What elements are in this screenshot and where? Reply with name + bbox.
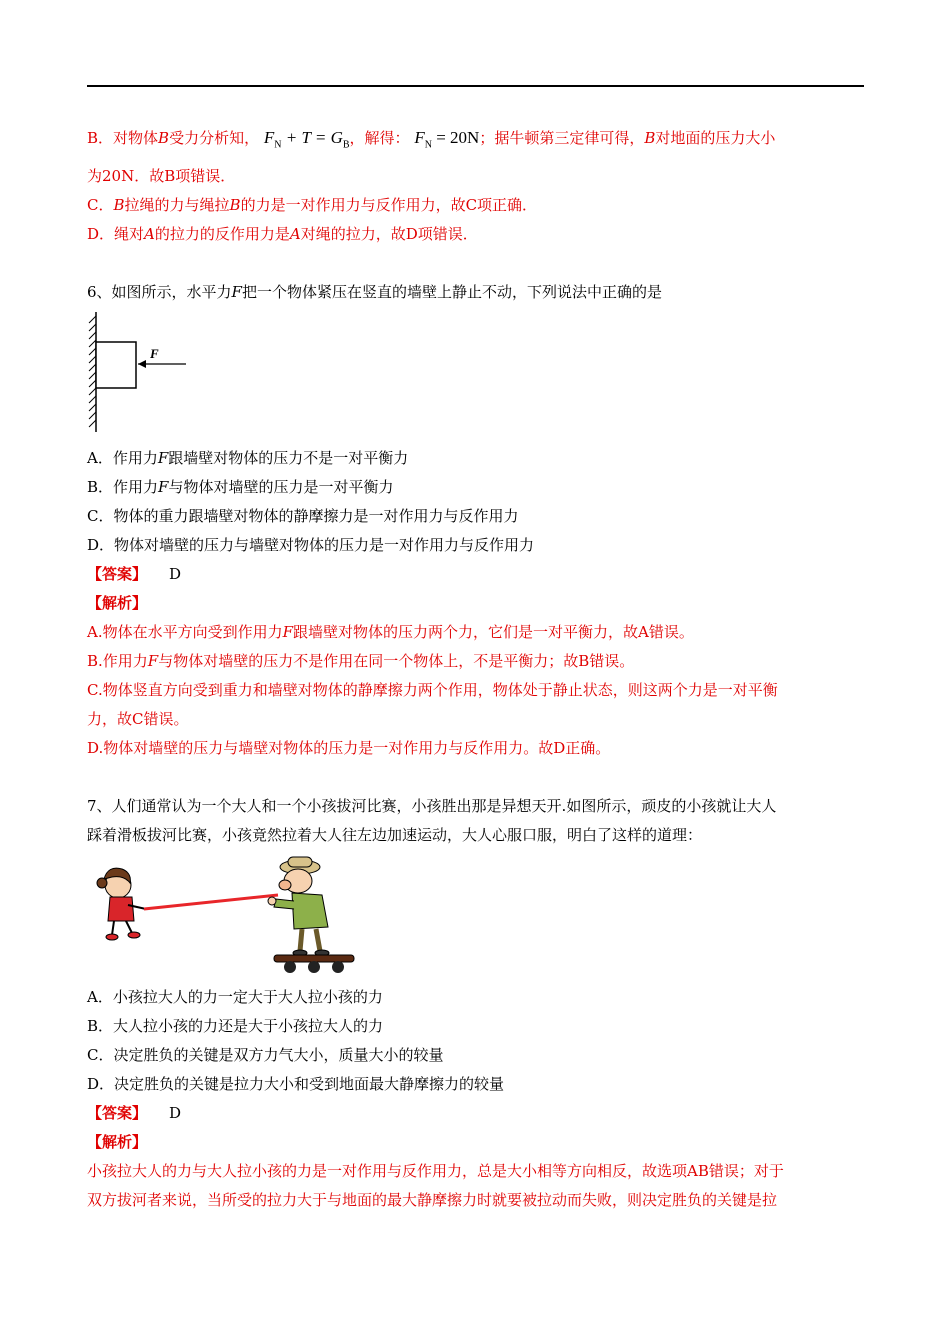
rope bbox=[144, 895, 278, 909]
q6-stem: 6、如图所示，水平力F把一个物体紧压在竖直的墙壁上静止不动，下列说法中正确的是 bbox=[87, 283, 662, 301]
skateboard bbox=[274, 955, 354, 973]
q7-analysis-line1: 小孩拉大人的力与大人拉小孩的力是一对作用与反作用力，总是大小相等方向相反，故选项AB错误；对于 bbox=[87, 1162, 784, 1180]
q7-analysis-label: 【解析】 bbox=[87, 1133, 148, 1151]
q6-analysis-c1: C.物体竖直方向受到重力和墙壁对物体的静摩擦力两个作用，物体处于静止状态，则这两个力是一对平衡 bbox=[87, 681, 778, 699]
wall-block-figure bbox=[88, 312, 193, 437]
prev-solution-d: D．绳对A的拉力的反作用力是A对绳的拉力，故D项错误． bbox=[87, 225, 478, 243]
q6-analysis-c2: 力，故C错误。 bbox=[87, 710, 189, 728]
q7-analysis-line2: 双方拔河者来说，当所受的拉力大于与地面的最大静摩擦力时就要被拉动而失败，则决定胜负的关键是拉 bbox=[87, 1191, 778, 1209]
q7-option-d: D．决定胜负的关键是拉力大小和受到地面最大静摩擦力的较量 bbox=[87, 1075, 505, 1093]
prev-solution-c: C．B拉绳的力与绳拉B的力是一对作用力与反作用力，故C项正确． bbox=[87, 196, 538, 214]
q7-option-b: B．大人拉小孩的力还是大于小孩拉大人的力 bbox=[87, 1017, 384, 1035]
q6-analysis-label: 【解析】 bbox=[87, 594, 148, 612]
q6-answer: 【答案】 D bbox=[87, 565, 182, 583]
adult-figure bbox=[268, 857, 329, 956]
equation-result-rendered: $F_N = 20N$ bbox=[414, 128, 480, 151]
header-rule bbox=[87, 85, 864, 87]
q6-analysis-a: A.物体在水平方向受到作用力F跟墙壁对物体的压力两个力，它们是一对平衡力，故A错误。 bbox=[87, 623, 694, 641]
tug-of-war-figure bbox=[88, 855, 368, 980]
block-shape bbox=[96, 342, 136, 388]
q7-stem-line2: 踩着滑板拔河比赛，小孩竟然拉着大人往左边加速运动，大人心服口服，明白了这样的道理： bbox=[87, 826, 703, 844]
q6-option-a: A．作用力F跟墙壁对物体的压力不是一对平衡力 bbox=[87, 449, 409, 467]
q6-analysis-d: D.物体对墙壁的压力与墙壁对物体的压力是一对作用力与反作用力。故D正确。 bbox=[87, 739, 611, 757]
child-figure bbox=[97, 868, 146, 940]
q7-option-a: A．小孩拉大人的力一定大于大人拉小孩的力 bbox=[87, 988, 383, 1006]
q6-analysis-b: B.作用力F与物体对墙壁的压力不是作用在同一个物体上，不是平衡力；故B错误。 bbox=[87, 652, 635, 670]
q7-stem-line1: 7、人们通常认为一个大人和一个小孩拔河比赛，小孩胜出那是异想天开.如图所示，顽皮的小孩就让大人 bbox=[87, 797, 777, 815]
equation-sum-forces-rendered: $F_N + T = G_B$ bbox=[263, 128, 350, 151]
force-label: F bbox=[150, 346, 159, 361]
prev-solution-b-line2: 为20N．故B项错误． bbox=[87, 167, 236, 185]
q7-option-c: C．决定胜负的关键是双方力气大小，质量大小的较量 bbox=[87, 1046, 444, 1064]
q7-answer: 【答案】 D bbox=[87, 1104, 182, 1122]
q6-option-d: D．物体对墙壁的压力与墙壁对物体的压力是一对作用力与反作用力 bbox=[87, 536, 535, 554]
q6-option-b: B．作用力F与物体对墙壁的压力是一对平衡力 bbox=[87, 478, 394, 496]
prev-solution-b-line1: B．对物体B受力分析知， $F_N + T = G_B$，解得： $F_N = 20N$；据牛顿第三定律可得，B对地面的压力大小 bbox=[87, 128, 776, 151]
q6-option-c: C．物体的重力跟墙壁对物体的静摩擦力是一对作用力与反作用力 bbox=[87, 507, 519, 525]
